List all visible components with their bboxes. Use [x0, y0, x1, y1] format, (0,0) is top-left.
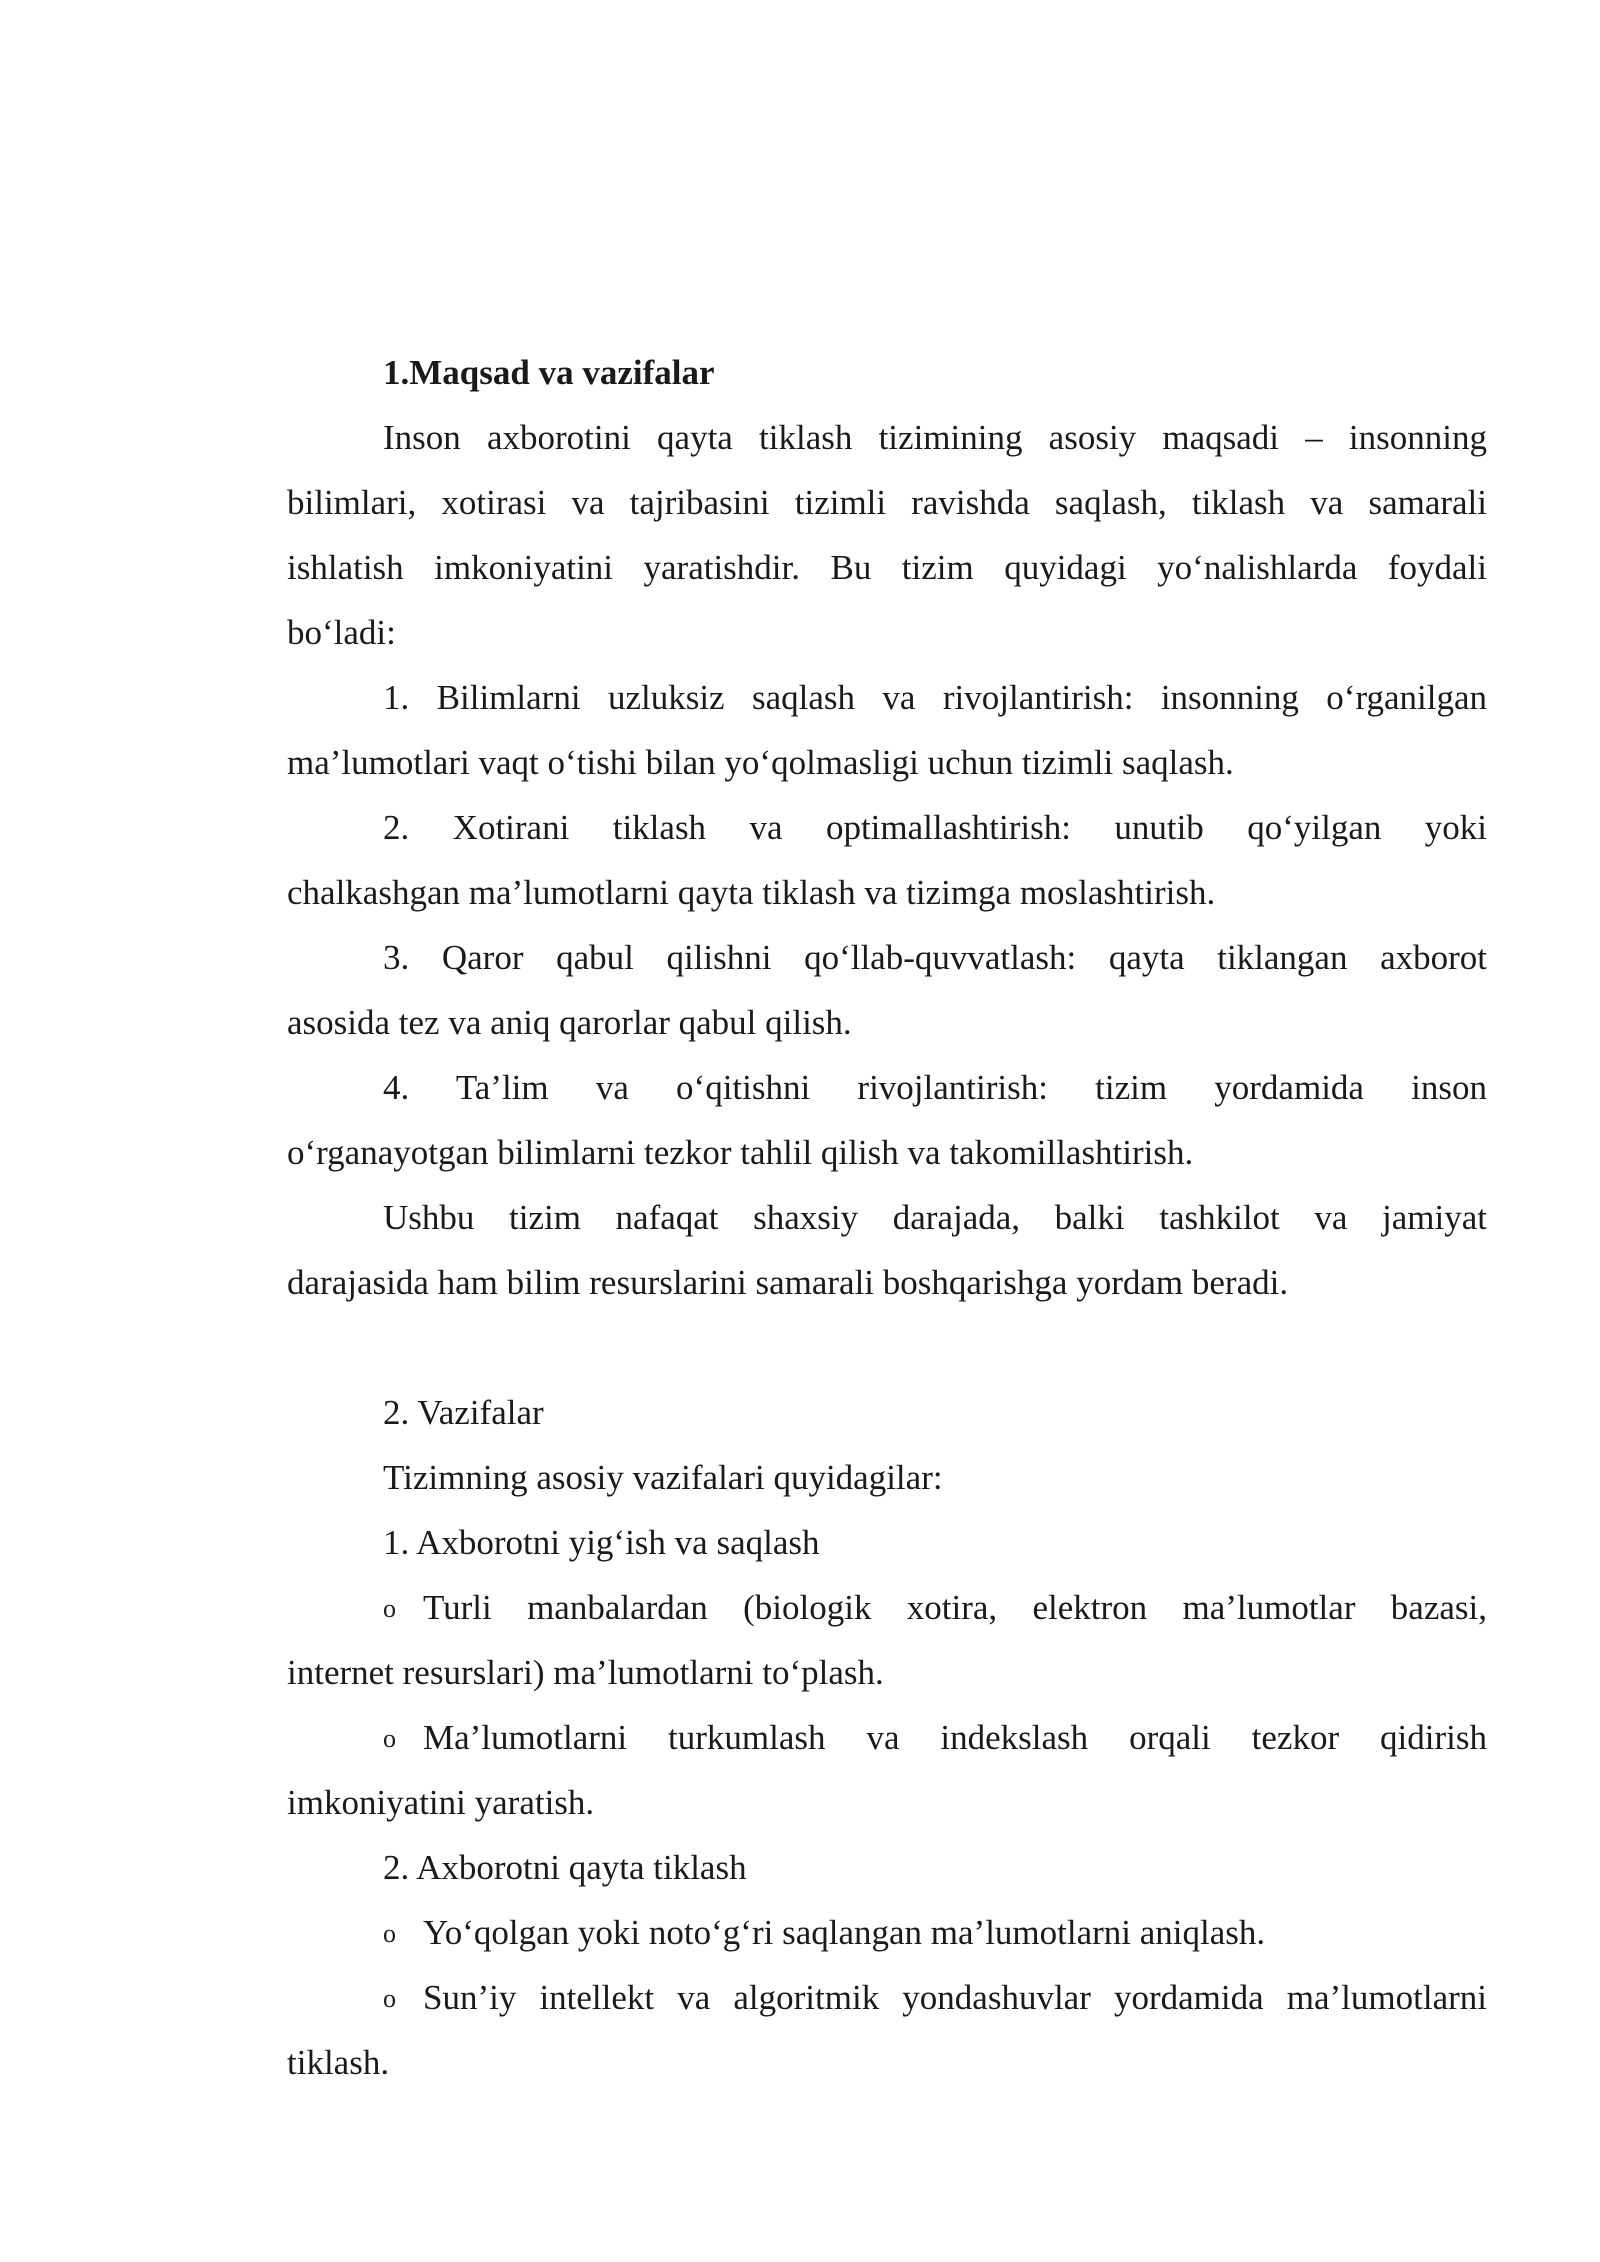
- bullet-text: Sun’iy intellekt va algoritmik yondashuvlar yordamida ma’lumotlarni: [423, 1978, 1487, 2017]
- bullet-text: Ma’lumotlarni turkumlash va indekslash orqali tezkor qidirish: [423, 1718, 1487, 1757]
- task-1-bullet-2: [287, 1705, 1487, 1770]
- goal-item-4-line: 4. Ta’lim va o‘qitishni rivojlantirish: tizim yordamida inson: [383, 1068, 1487, 1107]
- goal-item-2-line: chalkashgan ma’lumotlarni qayta tiklash va tizimga moslashtirish.: [287, 873, 1216, 912]
- document-page: [287, 340, 1487, 2095]
- intro-line: Inson axborotini qayta tiklash tizimining asosiy maqsadi – insonning: [383, 418, 1487, 457]
- bullet-marker: o: [383, 1984, 396, 2013]
- goal-item-1-line: ma’lumotlari vaqt o‘tishi bilan yo‘qolmasligi uchun tizimli saqlash.: [287, 743, 1234, 782]
- tasks-intro: Tizimning asosiy vazifalari quyidagilar:: [383, 1458, 943, 1497]
- bullet-marker: o: [383, 1724, 396, 1753]
- section-title-tasks: 2. Vazifalar: [383, 1393, 544, 1432]
- paragraph-gap: [287, 1315, 1487, 1380]
- task-1-bullet-2-cont: imkoniyatini yaratish.: [287, 1783, 595, 1822]
- task-2-bullet-2: [287, 1965, 1487, 2030]
- task-1-title: 1. Axborotni yig‘ish va saqlash: [383, 1523, 820, 1562]
- task-1-bullet-1: [287, 1575, 1487, 1640]
- closing-line: darajasida ham bilim resurslarini samarali boshqarishga yordam beradi.: [287, 1263, 1289, 1302]
- task-2-title: 2. Axborotni qayta tiklash: [383, 1848, 747, 1887]
- goal-item-2-line: 2. Xotirani tiklash va optimallashtirish: unutib qo‘yilgan yoki: [383, 808, 1487, 847]
- task-1-bullet-1-cont: internet resurslari) ma’lumotlarni to‘plash.: [287, 1653, 884, 1692]
- closing-line: Ushbu tizim nafaqat shaxsiy darajada, balki tashkilot va jamiyat: [383, 1198, 1487, 1237]
- intro-line: bo‘ladi:: [287, 613, 396, 652]
- intro-line: ishlatish imkoniyatini yaratishdir. Bu tizim quyidagi yo‘nalishlarda foydali: [287, 548, 1487, 587]
- goal-item-1-line: 1. Bilimlarni uzluksiz saqlash va rivojlantirish: insonning o‘rganilgan: [383, 678, 1487, 717]
- goal-item-3-line: 3. Qaror qabul qilishni qo‘llab-quvvatlash: qayta tiklangan axborot: [383, 938, 1487, 977]
- bullet-text: Turli manbalardan (biologik xotira, elektron ma’lumotlar bazasi,: [423, 1588, 1487, 1627]
- goal-item-4-line: o‘rganayotgan bilimlarni tezkor tahlil qilish va takomillashtirish.: [287, 1133, 1194, 1172]
- task-2-bullet-1: [287, 1900, 1487, 1965]
- goal-item-3-line: asosida tez va aniq qarorlar qabul qilish.: [287, 1003, 852, 1042]
- section-title-goals: 1.Maqsad va vazifalar: [383, 353, 715, 392]
- bullet-text: Yo‘qolgan yoki noto‘g‘ri saqlangan ma’lumotlarni aniqlash.: [423, 1913, 1266, 1952]
- bullet-marker: o: [383, 1594, 396, 1623]
- task-2-bullet-2-cont: tiklash.: [287, 2043, 390, 2082]
- bullet-marker: o: [383, 1919, 396, 1948]
- intro-line: bilimlari, xotirasi va tajribasini tizimli ravishda saqlash, tiklash va samarali: [287, 483, 1487, 522]
